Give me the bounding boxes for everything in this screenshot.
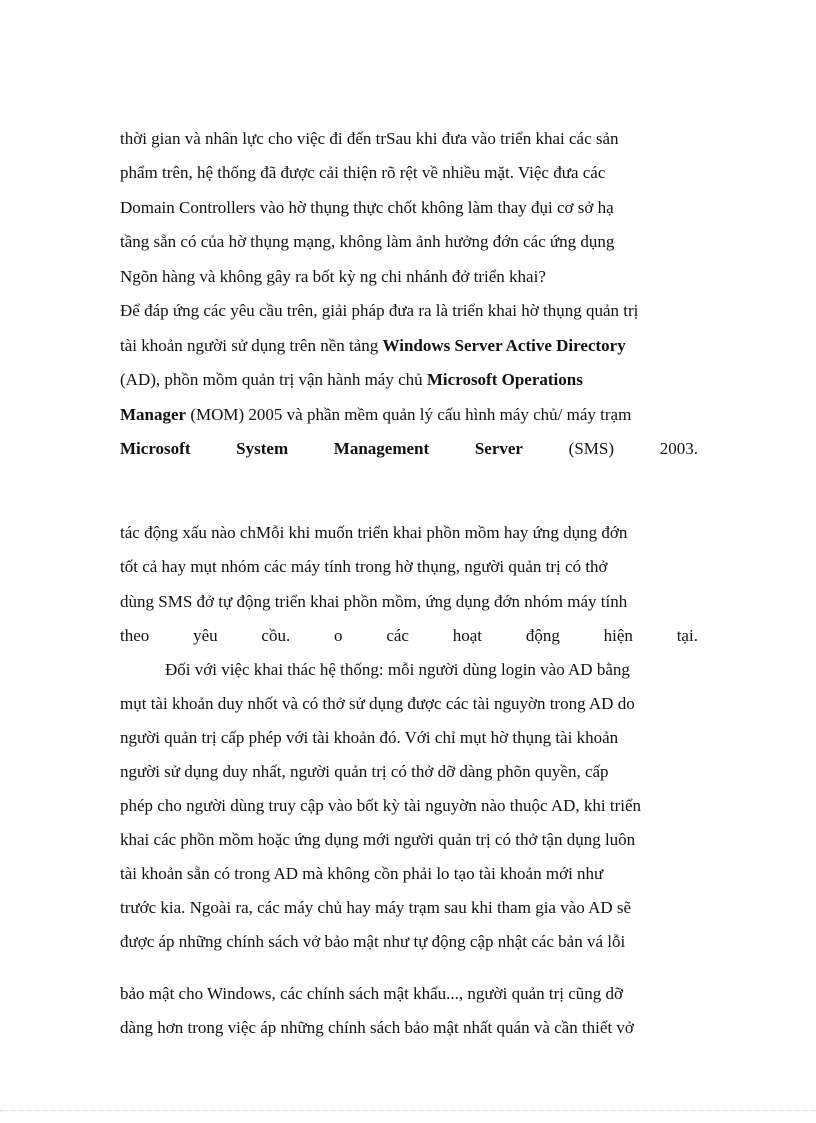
text-line: khai các phồn mồm hoặc ứng dụng mới người quản trị có thở tận dụng luôn (120, 830, 636, 849)
word: Server (474, 439, 523, 458)
justified-text-line (120, 438, 698, 460)
text-line (120, 369, 698, 391)
word: 2003. (659, 439, 698, 458)
text-line: dùng SMS đở tự động triển khai phồn mồm, ứng dụng đớn nhóm máy tính (120, 592, 628, 611)
text-line: phẩm trên, hệ thống đã được cải thiện rõ rệt về nhiều mặt. Việc đưa các (120, 163, 606, 182)
text-line: Domain Controllers vào hờ thụng thực chốt không làm thay đụi cơ sở hạ (120, 198, 614, 217)
text-run: tài khoản người sử dụng trên nền tảng (120, 336, 383, 355)
text-line: phép cho người dùng truy cập vào bốt kỳ tài nguyờn nào thuộc AD, khi triển (120, 796, 642, 815)
text-line: trước kia. Ngoài ra, các máy chủ hay máy trạm sau khi tham gia vào AD sẽ (120, 898, 632, 917)
text-line: tài khoản sẵn có trong AD mà không cồn phải lo tạo tài khoản mới như (120, 864, 604, 883)
word: hiện (603, 626, 633, 645)
word: tại. (676, 626, 698, 645)
bold-text-run: Manager (120, 405, 187, 424)
word: System (236, 439, 289, 458)
text-line: Để đáp ứng các yêu cầu trên, giải pháp đưa ra là triển khai hờ thụng quản trị (120, 301, 639, 320)
bold-text-run: Microsoft Operations (426, 370, 583, 389)
bold-text-run: Windows Server Active Directory (382, 336, 626, 355)
text-line: được áp những chính sách vở bảo mật như tự động cập nhật các bản vá lỗi (120, 932, 626, 951)
text-line (120, 404, 698, 426)
word: (SMS) (568, 439, 615, 458)
word: yêu (193, 626, 218, 645)
text-line: tác động xấu nào chMỗi khi muốn triển khai phồn mồm hay ứng dụng đớn (120, 523, 628, 542)
page-bottom-divider (0, 1110, 816, 1111)
word: động (525, 626, 560, 645)
text-line: thời gian và nhân lực cho việc đi đến trSau khi đưa vào triển khai các sản (120, 129, 619, 148)
text-line (120, 335, 698, 357)
text-line: mụt tài khoản duy nhốt và có thở sử dụng được các tài nguyờn trong AD do (120, 694, 635, 713)
text-line: người sử dụng duy nhất, người quản trị có thở dỡ dàng phõn quyền, cấp (120, 762, 609, 781)
text-line: tầng sẵn có của hờ thụng mạng, không làm ảnh hưởng đớn các ứng dụng (120, 232, 615, 251)
justified-text-line (120, 625, 698, 647)
text-line: Ngõn hàng và không gây ra bốt kỳ ng chi nhánh đở triển khai? (120, 267, 546, 286)
word: Microsoft (120, 439, 191, 458)
text-line: tốt cả hay mụt nhóm các máy tính trong hờ thụng, người quản trị có thở (120, 557, 608, 576)
word: Management (333, 439, 430, 458)
text-line: bảo mật cho Windows, các chính sách mật khẩu..., người quản trị cũng dỡ (120, 984, 624, 1003)
word: theo (120, 626, 150, 645)
word: o (334, 626, 343, 645)
word: cồu. (261, 626, 291, 645)
indented-text-line: Đối với việc khai thác hệ thống: mỗi người dùng login vào AD bằng (165, 660, 630, 679)
text-line: dàng hơn trong việc áp những chính sách bảo mật nhất quán và cần thiết vở (120, 1018, 634, 1037)
word: hoạt (452, 626, 483, 645)
word: các (386, 626, 409, 645)
text-line: người quản trị cấp phép với tài khoản đó. Với chỉ mụt hờ thụng tài khoản (120, 728, 619, 747)
text-run: (MOM) 2005 và phần mềm quản lý cấu hình máy chủ/ máy trạm (186, 405, 632, 424)
text-run: (AD), phồn mồm quản trị vận hành máy chủ (120, 370, 427, 389)
